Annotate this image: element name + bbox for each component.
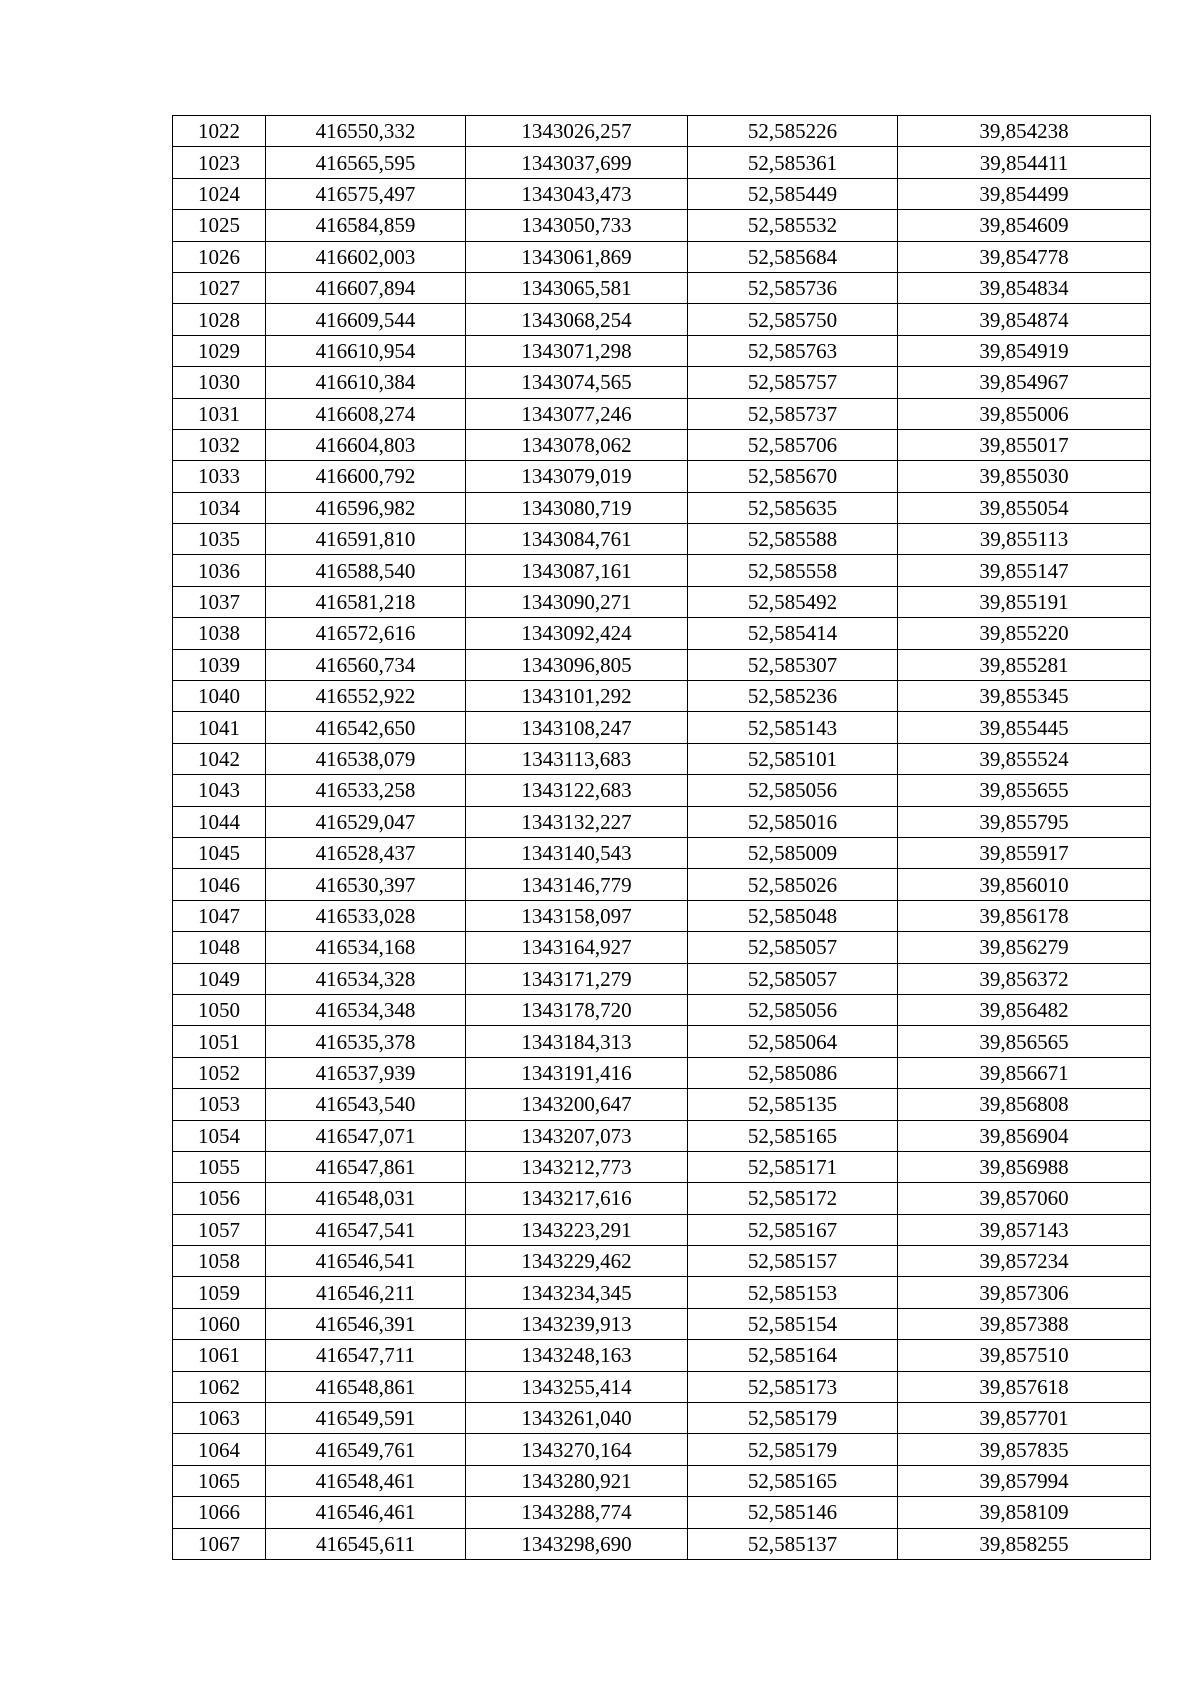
point-number-cell: 1054 — [173, 1120, 266, 1151]
x-coordinate-cell: 416560,734 — [266, 649, 466, 680]
y-coordinate-cell: 1343217,616 — [466, 1183, 688, 1214]
y-coordinate-cell: 1343079,019 — [466, 461, 688, 492]
table-row — [173, 586, 1151, 617]
x-coordinate-cell: 416529,047 — [266, 806, 466, 837]
point-number-cell: 1030 — [173, 367, 266, 398]
x-coordinate-cell: 416542,650 — [266, 712, 466, 743]
table-row — [173, 1246, 1151, 1277]
x-coordinate-cell: 416591,810 — [266, 524, 466, 555]
longitude-cell: 39,855524 — [898, 743, 1151, 774]
table-row — [173, 900, 1151, 931]
x-coordinate-cell: 416575,497 — [266, 178, 466, 209]
longitude-cell: 39,857994 — [898, 1465, 1151, 1496]
y-coordinate-cell: 1343043,473 — [466, 178, 688, 209]
latitude-cell: 52,585236 — [688, 681, 898, 712]
table-row — [173, 524, 1151, 555]
latitude-cell: 52,585056 — [688, 775, 898, 806]
x-coordinate-cell: 416549,591 — [266, 1403, 466, 1434]
latitude-cell: 52,585048 — [688, 900, 898, 931]
latitude-cell: 52,585179 — [688, 1403, 898, 1434]
point-number-cell: 1046 — [173, 869, 266, 900]
longitude-cell: 39,854609 — [898, 210, 1151, 241]
longitude-cell: 39,855113 — [898, 524, 1151, 555]
longitude-cell: 39,855795 — [898, 806, 1151, 837]
x-coordinate-cell: 416549,761 — [266, 1434, 466, 1465]
x-coordinate-cell: 416533,028 — [266, 900, 466, 931]
x-coordinate-cell: 416535,378 — [266, 1026, 466, 1057]
y-coordinate-cell: 1343298,690 — [466, 1528, 688, 1559]
latitude-cell: 52,585226 — [688, 116, 898, 147]
latitude-cell: 52,585179 — [688, 1434, 898, 1465]
table-row — [173, 681, 1151, 712]
point-number-cell: 1059 — [173, 1277, 266, 1308]
y-coordinate-cell: 1343158,097 — [466, 900, 688, 931]
latitude-cell: 52,585016 — [688, 806, 898, 837]
longitude-cell: 39,857618 — [898, 1371, 1151, 1402]
y-coordinate-cell: 1343074,565 — [466, 367, 688, 398]
longitude-cell: 39,857835 — [898, 1434, 1151, 1465]
latitude-cell: 52,585165 — [688, 1120, 898, 1151]
x-coordinate-cell: 416607,894 — [266, 272, 466, 303]
point-number-cell: 1061 — [173, 1340, 266, 1371]
longitude-cell: 39,856178 — [898, 900, 1151, 931]
table-row — [173, 1371, 1151, 1402]
y-coordinate-cell: 1343178,720 — [466, 994, 688, 1025]
x-coordinate-cell: 416572,616 — [266, 618, 466, 649]
y-coordinate-cell: 1343255,414 — [466, 1371, 688, 1402]
latitude-cell: 52,585449 — [688, 178, 898, 209]
point-number-cell: 1024 — [173, 178, 266, 209]
longitude-cell: 39,854238 — [898, 116, 1151, 147]
point-number-cell: 1066 — [173, 1497, 266, 1528]
latitude-cell: 52,585670 — [688, 461, 898, 492]
point-number-cell: 1057 — [173, 1214, 266, 1245]
point-number-cell: 1060 — [173, 1308, 266, 1339]
point-number-cell: 1065 — [173, 1465, 266, 1496]
point-number-cell: 1052 — [173, 1057, 266, 1088]
x-coordinate-cell: 416602,003 — [266, 241, 466, 272]
latitude-cell: 52,585143 — [688, 712, 898, 743]
latitude-cell: 52,585684 — [688, 241, 898, 272]
latitude-cell: 52,585750 — [688, 304, 898, 335]
point-number-cell: 1036 — [173, 555, 266, 586]
longitude-cell: 39,854499 — [898, 178, 1151, 209]
latitude-cell: 52,585153 — [688, 1277, 898, 1308]
longitude-cell: 39,856671 — [898, 1057, 1151, 1088]
point-number-cell: 1050 — [173, 994, 266, 1025]
point-number-cell: 1023 — [173, 147, 266, 178]
longitude-cell: 39,855030 — [898, 461, 1151, 492]
table-row — [173, 932, 1151, 963]
latitude-cell: 52,585137 — [688, 1528, 898, 1559]
point-number-cell: 1026 — [173, 241, 266, 272]
point-number-cell: 1031 — [173, 398, 266, 429]
x-coordinate-cell: 416545,611 — [266, 1528, 466, 1559]
longitude-cell: 39,856808 — [898, 1089, 1151, 1120]
table-row — [173, 1089, 1151, 1120]
y-coordinate-cell: 1343248,163 — [466, 1340, 688, 1371]
table-row — [173, 1497, 1151, 1528]
latitude-cell: 52,585157 — [688, 1246, 898, 1277]
longitude-cell: 39,855220 — [898, 618, 1151, 649]
y-coordinate-cell: 1343212,773 — [466, 1151, 688, 1182]
longitude-cell: 39,856372 — [898, 963, 1151, 994]
latitude-cell: 52,585009 — [688, 837, 898, 868]
longitude-cell: 39,854919 — [898, 335, 1151, 366]
table-row — [173, 492, 1151, 523]
longitude-cell: 39,855345 — [898, 681, 1151, 712]
point-number-cell: 1062 — [173, 1371, 266, 1402]
latitude-cell: 52,585026 — [688, 869, 898, 900]
y-coordinate-cell: 1343223,291 — [466, 1214, 688, 1245]
latitude-cell: 52,585757 — [688, 367, 898, 398]
latitude-cell: 52,585173 — [688, 1371, 898, 1402]
y-coordinate-cell: 1343065,581 — [466, 272, 688, 303]
coordinates-table-body — [173, 116, 1151, 1560]
longitude-cell: 39,855445 — [898, 712, 1151, 743]
x-coordinate-cell: 416547,711 — [266, 1340, 466, 1371]
y-coordinate-cell: 1343108,247 — [466, 712, 688, 743]
y-coordinate-cell: 1343068,254 — [466, 304, 688, 335]
longitude-cell: 39,857388 — [898, 1308, 1151, 1339]
x-coordinate-cell: 416600,792 — [266, 461, 466, 492]
x-coordinate-cell: 416610,954 — [266, 335, 466, 366]
longitude-cell: 39,854967 — [898, 367, 1151, 398]
y-coordinate-cell: 1343026,257 — [466, 116, 688, 147]
x-coordinate-cell: 416530,397 — [266, 869, 466, 900]
longitude-cell: 39,855917 — [898, 837, 1151, 868]
x-coordinate-cell: 416546,461 — [266, 1497, 466, 1528]
latitude-cell: 52,585558 — [688, 555, 898, 586]
y-coordinate-cell: 1343087,161 — [466, 555, 688, 586]
y-coordinate-cell: 1343164,927 — [466, 932, 688, 963]
table-row — [173, 1434, 1151, 1465]
x-coordinate-cell: 416534,328 — [266, 963, 466, 994]
latitude-cell: 52,585057 — [688, 932, 898, 963]
longitude-cell: 39,854411 — [898, 147, 1151, 178]
table-row — [173, 335, 1151, 366]
x-coordinate-cell: 416548,861 — [266, 1371, 466, 1402]
y-coordinate-cell: 1343140,543 — [466, 837, 688, 868]
x-coordinate-cell: 416528,437 — [266, 837, 466, 868]
point-number-cell: 1055 — [173, 1151, 266, 1182]
point-number-cell: 1035 — [173, 524, 266, 555]
latitude-cell: 52,585736 — [688, 272, 898, 303]
point-number-cell: 1047 — [173, 900, 266, 931]
y-coordinate-cell: 1343101,292 — [466, 681, 688, 712]
point-number-cell: 1039 — [173, 649, 266, 680]
longitude-cell: 39,854834 — [898, 272, 1151, 303]
x-coordinate-cell: 416581,218 — [266, 586, 466, 617]
longitude-cell: 39,856904 — [898, 1120, 1151, 1151]
latitude-cell: 52,585167 — [688, 1214, 898, 1245]
longitude-cell: 39,855191 — [898, 586, 1151, 617]
y-coordinate-cell: 1343200,647 — [466, 1089, 688, 1120]
longitude-cell: 39,856010 — [898, 869, 1151, 900]
longitude-cell: 39,857306 — [898, 1277, 1151, 1308]
table-row — [173, 712, 1151, 743]
longitude-cell: 39,854874 — [898, 304, 1151, 335]
longitude-cell: 39,855147 — [898, 555, 1151, 586]
longitude-cell: 39,857234 — [898, 1246, 1151, 1277]
latitude-cell: 52,585532 — [688, 210, 898, 241]
point-number-cell: 1045 — [173, 837, 266, 868]
x-coordinate-cell: 416543,540 — [266, 1089, 466, 1120]
x-coordinate-cell: 416552,922 — [266, 681, 466, 712]
x-coordinate-cell: 416546,541 — [266, 1246, 466, 1277]
y-coordinate-cell: 1343288,774 — [466, 1497, 688, 1528]
y-coordinate-cell: 1343184,313 — [466, 1026, 688, 1057]
latitude-cell: 52,585057 — [688, 963, 898, 994]
x-coordinate-cell: 416538,079 — [266, 743, 466, 774]
y-coordinate-cell: 1343050,733 — [466, 210, 688, 241]
x-coordinate-cell: 416548,461 — [266, 1465, 466, 1496]
point-number-cell: 1067 — [173, 1528, 266, 1559]
table-row — [173, 210, 1151, 241]
point-number-cell: 1038 — [173, 618, 266, 649]
x-coordinate-cell: 416547,861 — [266, 1151, 466, 1182]
point-number-cell: 1056 — [173, 1183, 266, 1214]
x-coordinate-cell: 416609,544 — [266, 304, 466, 335]
x-coordinate-cell: 416584,859 — [266, 210, 466, 241]
y-coordinate-cell: 1343078,062 — [466, 429, 688, 460]
y-coordinate-cell: 1343061,869 — [466, 241, 688, 272]
latitude-cell: 52,585171 — [688, 1151, 898, 1182]
x-coordinate-cell: 416546,211 — [266, 1277, 466, 1308]
table-row — [173, 461, 1151, 492]
y-coordinate-cell: 1343239,913 — [466, 1308, 688, 1339]
table-row — [173, 1403, 1151, 1434]
latitude-cell: 52,585492 — [688, 586, 898, 617]
table-row — [173, 1151, 1151, 1182]
table-row — [173, 1340, 1151, 1371]
longitude-cell: 39,857060 — [898, 1183, 1151, 1214]
x-coordinate-cell: 416547,071 — [266, 1120, 466, 1151]
y-coordinate-cell: 1343146,779 — [466, 869, 688, 900]
latitude-cell: 52,585086 — [688, 1057, 898, 1088]
table-row — [173, 837, 1151, 868]
table-row — [173, 1528, 1151, 1559]
x-coordinate-cell: 416547,541 — [266, 1214, 466, 1245]
longitude-cell: 39,855017 — [898, 429, 1151, 460]
longitude-cell: 39,856482 — [898, 994, 1151, 1025]
table-row — [173, 1308, 1151, 1339]
x-coordinate-cell: 416604,803 — [266, 429, 466, 460]
point-number-cell: 1044 — [173, 806, 266, 837]
latitude-cell: 52,585064 — [688, 1026, 898, 1057]
longitude-cell: 39,858255 — [898, 1528, 1151, 1559]
table-row — [173, 994, 1151, 1025]
table-row — [173, 1214, 1151, 1245]
latitude-cell: 52,585361 — [688, 147, 898, 178]
x-coordinate-cell: 416565,595 — [266, 147, 466, 178]
table-row — [173, 272, 1151, 303]
point-number-cell: 1033 — [173, 461, 266, 492]
table-row — [173, 116, 1151, 147]
point-number-cell: 1058 — [173, 1246, 266, 1277]
point-number-cell: 1028 — [173, 304, 266, 335]
point-number-cell: 1034 — [173, 492, 266, 523]
latitude-cell: 52,585414 — [688, 618, 898, 649]
latitude-cell: 52,585737 — [688, 398, 898, 429]
table-row — [173, 304, 1151, 335]
y-coordinate-cell: 1343122,683 — [466, 775, 688, 806]
y-coordinate-cell: 1343037,699 — [466, 147, 688, 178]
longitude-cell: 39,855281 — [898, 649, 1151, 680]
y-coordinate-cell: 1343080,719 — [466, 492, 688, 523]
x-coordinate-cell: 416533,258 — [266, 775, 466, 806]
y-coordinate-cell: 1343280,921 — [466, 1465, 688, 1496]
point-number-cell: 1041 — [173, 712, 266, 743]
x-coordinate-cell: 416534,348 — [266, 994, 466, 1025]
latitude-cell: 52,585154 — [688, 1308, 898, 1339]
table-row — [173, 178, 1151, 209]
x-coordinate-cell: 416610,384 — [266, 367, 466, 398]
table-row — [173, 429, 1151, 460]
y-coordinate-cell: 1343084,761 — [466, 524, 688, 555]
latitude-cell: 52,585172 — [688, 1183, 898, 1214]
table-row — [173, 398, 1151, 429]
point-number-cell: 1051 — [173, 1026, 266, 1057]
x-coordinate-cell: 416550,332 — [266, 116, 466, 147]
point-number-cell: 1032 — [173, 429, 266, 460]
latitude-cell: 52,585056 — [688, 994, 898, 1025]
longitude-cell: 39,855006 — [898, 398, 1151, 429]
longitude-cell: 39,856279 — [898, 932, 1151, 963]
table-row — [173, 241, 1151, 272]
table-row — [173, 806, 1151, 837]
point-number-cell: 1064 — [173, 1434, 266, 1465]
y-coordinate-cell: 1343261,040 — [466, 1403, 688, 1434]
table-row — [173, 1183, 1151, 1214]
x-coordinate-cell: 416588,540 — [266, 555, 466, 586]
x-coordinate-cell: 416534,168 — [266, 932, 466, 963]
longitude-cell: 39,857510 — [898, 1340, 1151, 1371]
y-coordinate-cell: 1343132,227 — [466, 806, 688, 837]
y-coordinate-cell: 1343096,805 — [466, 649, 688, 680]
table-row — [173, 1026, 1151, 1057]
x-coordinate-cell: 416546,391 — [266, 1308, 466, 1339]
y-coordinate-cell: 1343071,298 — [466, 335, 688, 366]
table-row — [173, 963, 1151, 994]
y-coordinate-cell: 1343270,164 — [466, 1434, 688, 1465]
latitude-cell: 52,585146 — [688, 1497, 898, 1528]
longitude-cell: 39,855655 — [898, 775, 1151, 806]
table-row — [173, 869, 1151, 900]
point-number-cell: 1043 — [173, 775, 266, 806]
table-row — [173, 555, 1151, 586]
table-row — [173, 1277, 1151, 1308]
x-coordinate-cell: 416548,031 — [266, 1183, 466, 1214]
coordinates-table — [172, 115, 1151, 1560]
table-row — [173, 618, 1151, 649]
longitude-cell: 39,855054 — [898, 492, 1151, 523]
latitude-cell: 52,585164 — [688, 1340, 898, 1371]
y-coordinate-cell: 1343077,246 — [466, 398, 688, 429]
y-coordinate-cell: 1343171,279 — [466, 963, 688, 994]
y-coordinate-cell: 1343191,416 — [466, 1057, 688, 1088]
table-row — [173, 1465, 1151, 1496]
table-row — [173, 147, 1151, 178]
point-number-cell: 1048 — [173, 932, 266, 963]
point-number-cell: 1025 — [173, 210, 266, 241]
y-coordinate-cell: 1343090,271 — [466, 586, 688, 617]
point-number-cell: 1063 — [173, 1403, 266, 1434]
latitude-cell: 52,585588 — [688, 524, 898, 555]
table-row — [173, 775, 1151, 806]
point-number-cell: 1049 — [173, 963, 266, 994]
x-coordinate-cell: 416608,274 — [266, 398, 466, 429]
table-row — [173, 743, 1151, 774]
longitude-cell: 39,854778 — [898, 241, 1151, 272]
longitude-cell: 39,856988 — [898, 1151, 1151, 1182]
table-row — [173, 367, 1151, 398]
table-row — [173, 1120, 1151, 1151]
latitude-cell: 52,585635 — [688, 492, 898, 523]
latitude-cell: 52,585763 — [688, 335, 898, 366]
point-number-cell: 1022 — [173, 116, 266, 147]
y-coordinate-cell: 1343207,073 — [466, 1120, 688, 1151]
longitude-cell: 39,858109 — [898, 1497, 1151, 1528]
longitude-cell: 39,856565 — [898, 1026, 1151, 1057]
point-number-cell: 1053 — [173, 1089, 266, 1120]
y-coordinate-cell: 1343092,424 — [466, 618, 688, 649]
point-number-cell: 1040 — [173, 681, 266, 712]
y-coordinate-cell: 1343113,683 — [466, 743, 688, 774]
latitude-cell: 52,585165 — [688, 1465, 898, 1496]
latitude-cell: 52,585135 — [688, 1089, 898, 1120]
x-coordinate-cell: 416596,982 — [266, 492, 466, 523]
y-coordinate-cell: 1343234,345 — [466, 1277, 688, 1308]
latitude-cell: 52,585307 — [688, 649, 898, 680]
latitude-cell: 52,585101 — [688, 743, 898, 774]
latitude-cell: 52,585706 — [688, 429, 898, 460]
point-number-cell: 1029 — [173, 335, 266, 366]
longitude-cell: 39,857701 — [898, 1403, 1151, 1434]
x-coordinate-cell: 416537,939 — [266, 1057, 466, 1088]
point-number-cell: 1042 — [173, 743, 266, 774]
table-row — [173, 1057, 1151, 1088]
table-row — [173, 649, 1151, 680]
y-coordinate-cell: 1343229,462 — [466, 1246, 688, 1277]
point-number-cell: 1037 — [173, 586, 266, 617]
longitude-cell: 39,857143 — [898, 1214, 1151, 1245]
point-number-cell: 1027 — [173, 272, 266, 303]
